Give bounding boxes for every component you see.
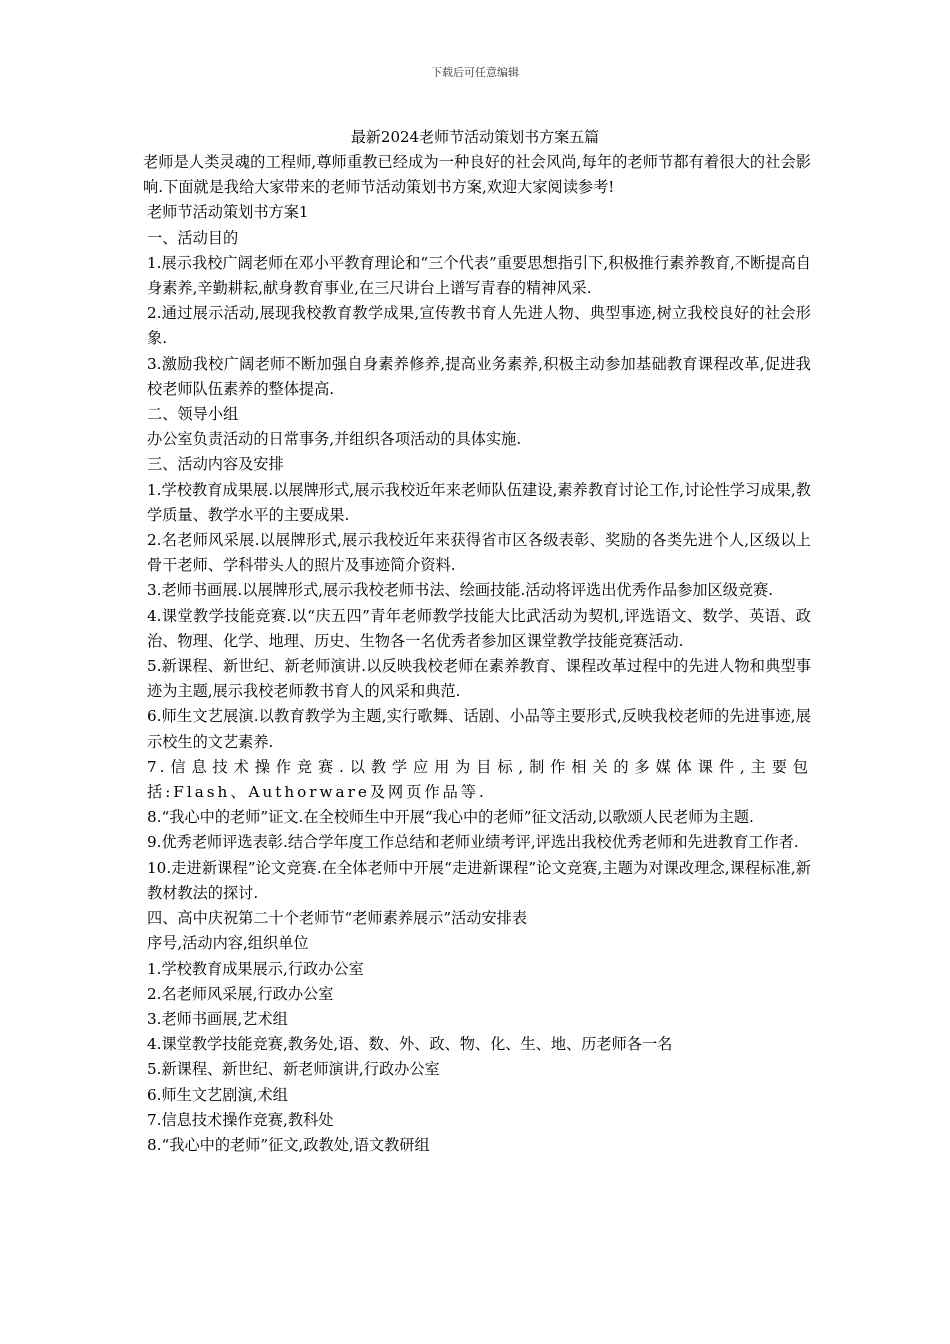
schedule-row: 1.学校教育成果展示,行政办公室 xyxy=(147,959,364,978)
activity-item-8: 8.“我心中的老师”证文.在全校师生中开展“我心中的老师”征文活动,以歌颂人民老师为主题. xyxy=(147,808,754,827)
document-body xyxy=(143,150,811,1158)
purpose-item-2: 2.通过展示活动,展现我校教育教学成果,宣传教书育人先进人物、典型事迹,树立我校良好的社会形象. xyxy=(147,304,811,348)
section-heading-leadership: 二、领导小组 xyxy=(147,405,239,424)
intro-paragraph: 老师是人类灵魂的工程师,尊师重教已经成为一种良好的社会风尚,每年的老师节都有着很大的社会影响.下面就是我给大家带来的老师节活动策划书方案,欢迎大家阅读参考! xyxy=(143,153,811,197)
section-heading-schedule: 四、高中庆祝第二十个老师节“老师素养展示”活动安排表 xyxy=(147,909,528,928)
section-heading-purpose: 一、活动目的 xyxy=(147,228,239,247)
schedule-row: 8.“我心中的老师”征文,政教处,语文教研组 xyxy=(147,1135,430,1154)
schedule-row: 6.师生文艺剧演,术组 xyxy=(147,1085,288,1104)
activity-item-6: 6.师生文艺展演.以教育教学为主题,实行歌舞、话剧、小品等主要形式,反映我校老师的先进事迹,展示校生的文艺素养. xyxy=(147,707,811,751)
activity-item-3: 3.老师书画展.以展牌形式,展示我校老师书法、绘画技能.活动将评选出优秀作品参加区级竞赛. xyxy=(147,581,774,600)
activity-item-1: 1.学校教育成果展.以展牌形式,展示我校近年来老师队伍建设,素养教育讨论工作,讨论性学习成果,教学质量、教学水平的主要成果. xyxy=(147,480,811,524)
activity-item-9: 9.优秀老师评选表彰.结合学年度工作总结和老师业绩考评,评选出我校优秀老师和先进教育工作者. xyxy=(147,833,799,852)
schedule-row: 3.老师书画展,艺术组 xyxy=(147,1009,288,1028)
activity-item-10: 10.走进新课程”论文竞赛.在全体老师中开展“走进新课程”论文竞赛,主题为对课改理念,课程标准,新教材教法的探讨. xyxy=(147,858,811,902)
leadership-paragraph: 办公室负责活动的日常事务,并组织各项活动的具体实施. xyxy=(147,430,522,449)
activity-item-4: 4.课堂教学技能竞赛.以“庆五四”青年老师教学技能大比武活动为契机,评选语文、数学、英语、政治、物理、化学、地理、历史、生物各一名优秀者参加区课堂教学技能竞赛活动. xyxy=(147,606,811,650)
schedule-header-row: 序号,活动内容,组织单位 xyxy=(147,934,309,953)
purpose-item-1: 1.展示我校广阔老师在邓小平教育理论和“三个代表”重要思想指引下,积极推行素养教育,不断提高自身素养,辛勤耕耘,献身教育事业,在三尺讲台上谱写青春的精神风采. xyxy=(147,253,811,298)
schedule-row: 2.名老师风采展,行政办公室 xyxy=(147,984,334,1003)
purpose-item-3: 3.激励我校广阔老师不断加强自身素养修养,提高业务素养,积极主动参加基础教育课程改革,促进我校老师队伍素养的整体提高. xyxy=(147,354,811,398)
document-title: 最新2024老师节活动策划书方案五篇 xyxy=(350,128,600,146)
page-header-note: 下载后可任意编辑 xyxy=(431,66,519,79)
section-heading-plan-1: 老师节活动策划书方案1 xyxy=(147,203,309,222)
activity-item-2: 2.名老师风采展.以展牌形式,展示我校近年来获得省市区各级表彰、奖励的各类先进个人,区级以上骨干老师、学科带头人的照片及事迹简介资料. xyxy=(147,531,811,575)
schedule-row: 7.信息技术操作竞赛,教科处 xyxy=(147,1110,334,1129)
activity-item-7: 7.信息技术操作竞赛.以教学应用为目标,制作相关的多媒体课件,主要包括:Flash、Authorware及网页作品等. xyxy=(147,757,811,802)
activity-item-5: 5.新课程、新世纪、新老师演讲.以反映我校老师在素养教育、课程改革过程中的先进人物和典型事迹为主题,展示我校老师教书育人的风采和典范. xyxy=(147,657,811,701)
section-heading-activities: 三、活动内容及安排 xyxy=(147,455,284,474)
schedule-row: 5.新课程、新世纪、新老师演讲,行政办公室 xyxy=(147,1060,440,1079)
schedule-row: 4.课堂教学技能竞赛,教务处,语、数、外、政、物、化、生、地、历老师各一名 xyxy=(147,1035,673,1054)
